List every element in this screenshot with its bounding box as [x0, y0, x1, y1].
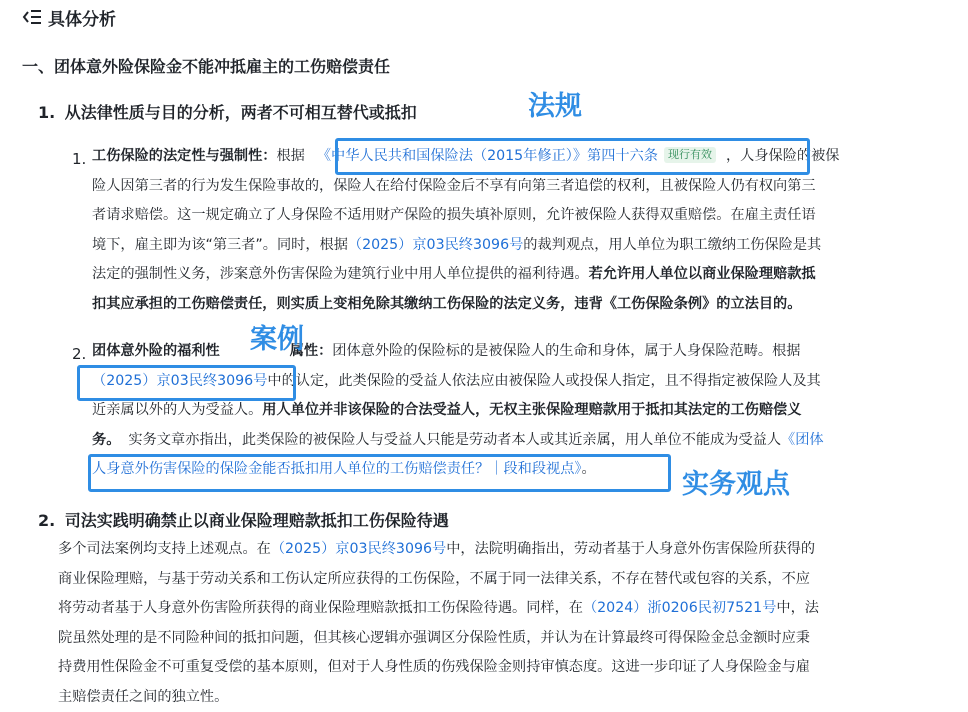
point-2-heading [38, 510, 449, 532]
annotation-label-law: 法规 [528, 91, 582, 122]
case-link-3096[interactable]: （2025）京03民终3096号 [270, 541, 447, 557]
item-1-text: ，人身保险的被保 [725, 148, 840, 164]
item-1-text: 境下，雇主即为该“第三者”。同时，根据 [92, 236, 348, 253]
item-1-bold-text: 扣其应承担的工伤赔偿责任，则实质上变相免除其缴纳工伤保险的法定义务，违背《工伤保险条例》的立法目的。 [92, 295, 802, 312]
item-1-bold-text: 若允许用人单位以商业保险理赔款抵 [588, 266, 816, 282]
item-1-number: 1. [72, 150, 87, 168]
section-heading-1: 一、团体意外险保险金不能冲抵雇主的工伤赔偿责任 [22, 57, 391, 76]
item-2-bold-text: 用人单位并非该保险的合法受益人，无权主张保险理赔款用于抵扣其法定的工伤赔偿义 [262, 402, 802, 418]
annotation-box-law [335, 138, 810, 175]
item-2-number: 2. [72, 345, 87, 363]
item-2-text: 近亲属以外的人为受益人。 [92, 402, 263, 418]
section-title: 具体分析 [48, 9, 116, 30]
item-2-title: 属性： [289, 343, 333, 359]
point-1-heading [38, 102, 417, 124]
outline-list-icon[interactable] [22, 8, 44, 26]
item-1-title: 工伤保险的法定性与强制性： [92, 148, 277, 164]
article-link-start[interactable]: 《团体 [781, 431, 824, 448]
point-2-text: 主赔偿责任之间的独立性。 [58, 688, 229, 705]
point-1-title: 从法律性质与目的分析，两者不可相互替代或抵扣 [64, 103, 417, 122]
point-2-text: 中，法院明确指出，劳动者基于人身意外伤害保险所获得的 [446, 541, 816, 557]
case-link-3096[interactable]: （2025）京03民终3096号 [92, 372, 268, 389]
item-2-text: 团体意外险的保险标的是被保险人的生命和身体，属于人身保险范畴。根据 [332, 343, 801, 359]
annotation-box-practice [88, 454, 671, 492]
point-2-text: 将劳动者基于人身意外伤害险所获得的商业保险理赔款抵扣工伤保险待遇。同样，在 [58, 600, 583, 616]
item-2-text: 实务文章亦指出，此类保险的被保险人与受益人只能是劳动者本人或其近亲属，用人单位不能成为受益人 [128, 431, 782, 448]
case-link-3096[interactable]: （2025）京03民终3096号 [347, 236, 524, 253]
item-2-text: 。 [581, 461, 596, 477]
section-header [22, 4, 116, 30]
point-1-number: 1. [38, 103, 56, 122]
item-1-text: 者请求赔偿。这一规定确立了人身保险不适用财产保险的损失填补原则，允许被保险人获得双重赔偿。在雇主责任语 [92, 207, 816, 223]
item-1-text: 的裁判观点，用人单位为职工缴纳工伤保险是其 [523, 236, 822, 253]
point-2-text: 商业保险理赔，与基于劳动关系和工伤认定所应获得的工伤保险，不属于同一法律关系，不存在替代或包容的关系，不应 [58, 570, 810, 587]
law-link-insurance-law[interactable]: 《中华人民共和国保险法（2015年修正）》第四十六条 [316, 148, 658, 164]
article-link-duanhe[interactable]: 人身意外伤害保险的保险金能否抵扣用人单位的工伤赔偿责任？｜段和段视点》 [92, 461, 582, 477]
item-2-title: 团体意外险的福利性 [92, 343, 220, 359]
point-2-text: 中，法 [776, 600, 819, 616]
item-2-bold-text: 务。 [92, 431, 121, 448]
annotation-box-case [77, 365, 296, 401]
point-2-text: 持费用性保险金不可重复受偿的基本原则，但对于人身性质的伤残保险金则持审慎态度。这进一步印证了人身保险金与雇 [58, 659, 810, 675]
point-2-text: 多个司法案例均支持上述观点。在 [58, 541, 271, 557]
point-2-number: 2. [38, 511, 56, 530]
point-2-text: 院虽然处理的是不同险种间的抵扣问题，但其核心逻辑亦强调区分保险性质，并认为在计算最终可得保险金总金额时应秉 [58, 629, 810, 646]
item-1-text: 根据 [276, 148, 305, 164]
point-2-title: 司法实践明确禁止以商业保险理赔款抵扣工伤保险待遇 [64, 511, 449, 530]
status-badge: 现行有效 [664, 147, 716, 163]
case-link-7521[interactable]: （2024）浙0206民初7521号 [582, 600, 777, 616]
annotation-label-case: 案例 [250, 324, 304, 355]
item-2-text: 中的认定，此类保险的受益人依法应由被保险人或投保人指定，且不得指定被保险人及其 [267, 372, 821, 389]
item-1-text: 险人因第三者的行为发生保险事故的，保险人在给付保险金后不享有向第三者追偿的权利，且被保险人仍有权向第三 [92, 177, 816, 194]
item-1-text: 法定的强制性义务，涉案意外伤害保险为建筑行业中用人单位提供的福利待遇。 [92, 266, 589, 282]
point-2-paragraph [58, 535, 948, 712]
annotation-label-practice: 实务观点 [682, 469, 790, 500]
